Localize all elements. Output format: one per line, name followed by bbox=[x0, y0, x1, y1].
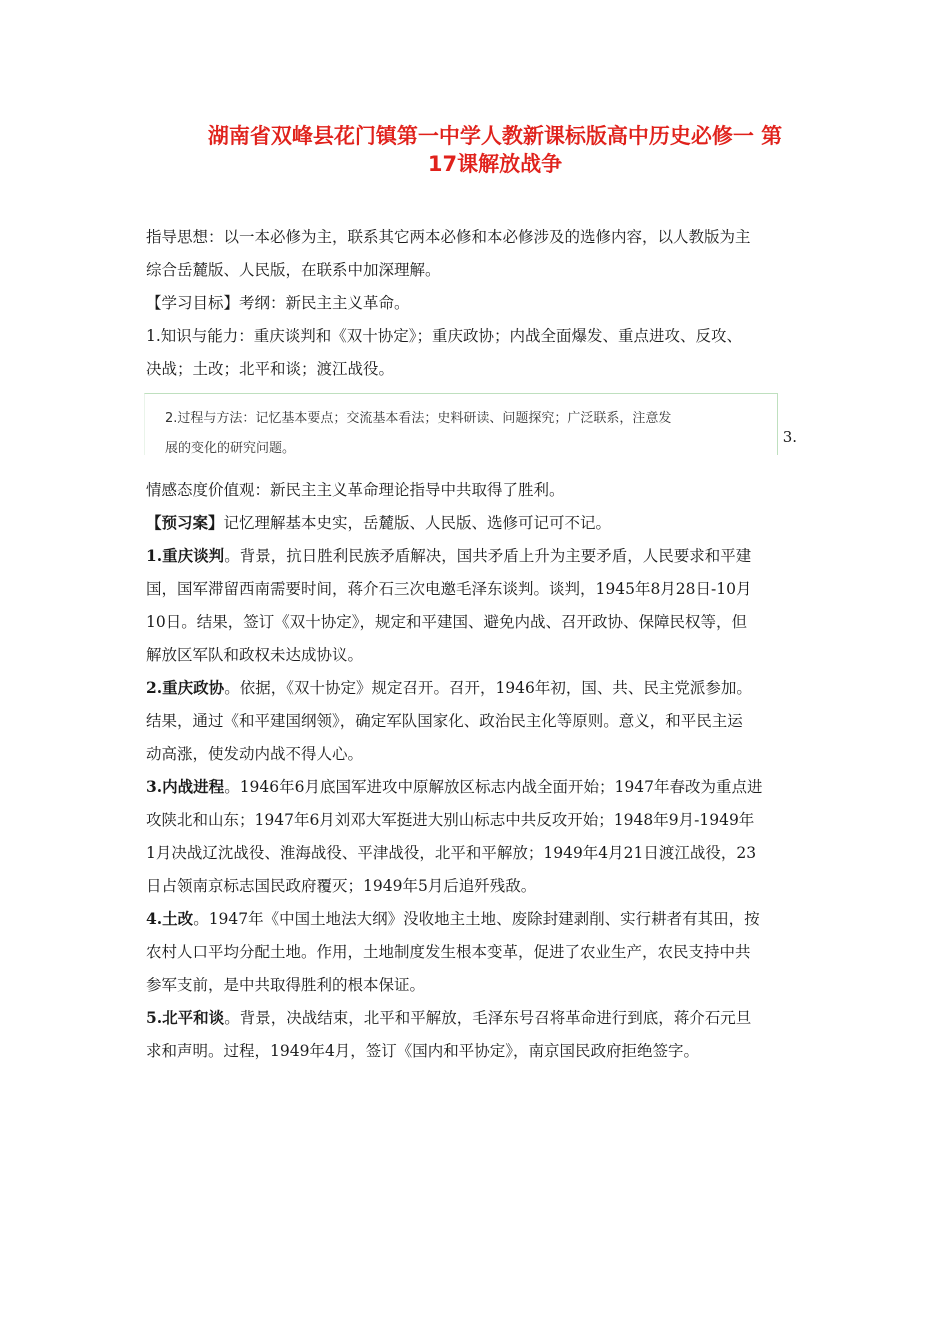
emotion-values: 情感态度价值观：新民主主义革命理论指导中共取得了胜利。 bbox=[146, 481, 565, 499]
section-2-head: 2.重庆政协 bbox=[146, 678, 225, 697]
learning-goal bbox=[146, 288, 808, 321]
preview-plan bbox=[146, 508, 808, 541]
section-4-line-2: 农村人口平均分配土地。作用，土地制度发生根本变革，促进了农业生产，农民支持中共 bbox=[146, 943, 751, 961]
section-2-line-1 bbox=[146, 673, 808, 706]
section-1-head: 1.重庆谈判 bbox=[146, 546, 225, 565]
section-3-line-3: 1月决战辽沈战役、淮海战役、平津战役，北平和平解放；1949年4月21日渡江战役，23 bbox=[146, 844, 757, 862]
section-5-head: 5.北平和谈 bbox=[146, 1008, 225, 1027]
item-number-3: 3. bbox=[782, 428, 797, 446]
section-3-line-1 bbox=[146, 772, 808, 805]
process-method-line-2: 展的变化的研究问题。 bbox=[165, 441, 296, 456]
section-1-line-3: 10日。结果，签订《双十协定》，规定和平建国、避免内战、召开政协、保障民权等，但 bbox=[146, 613, 747, 631]
section-4-line-1 bbox=[146, 904, 808, 937]
learning-goal-text: 考纲：新民主主义革命。 bbox=[239, 294, 410, 312]
section-4-head: 4.土改 bbox=[146, 909, 194, 928]
section-4-line-3: 参军支前，是中共取得胜利的根本保证。 bbox=[146, 976, 426, 994]
section-2-line-2: 结果，通过《和平建国纲领》，确定军队国家化、政治民主化等原则。意义，和平民主运 bbox=[146, 712, 743, 730]
process-method-image bbox=[144, 393, 797, 456]
process-method-line-1: 2.过程与方法：记忆基本要点；交流基本看法；史料研读、问题探究；广泛联系，注意发 bbox=[165, 411, 672, 426]
section-1-line-4: 解放区军队和政权未达成协议。 bbox=[146, 646, 364, 664]
section-3-head: 3.内战进程 bbox=[146, 777, 225, 796]
document-title bbox=[150, 122, 840, 178]
document-body bbox=[146, 222, 808, 1069]
section-2-text: 。依据，《双十协定》规定召开。召开，1946年初，国、共、民主党派参加。 bbox=[224, 679, 752, 697]
section-1-text: 。背景，抗日胜利民族矛盾解决，国共矛盾上升为主要矛盾，人民要求和平建 bbox=[224, 547, 752, 565]
section-1-line-2: 国，国军滞留西南需要时间，蒋介石三次电邀毛泽东谈判。谈判，1945年8月28日-10月 bbox=[146, 580, 752, 598]
title-line-2: 17课解放战争 bbox=[427, 152, 563, 176]
section-3-line-4: 日占领南京标志国民政府覆灭；1949年5月后追歼残敌。 bbox=[146, 877, 537, 895]
section-3-line-2: 攻陕北和山东；1947年6月刘邓大军挺进大别山标志中共反攻开始；1948年9月-1949年 bbox=[146, 811, 755, 829]
title-line-1: 湖南省双峰县花门镇第一中学人教新课标版高中历史必修一 第 bbox=[207, 124, 783, 148]
intro-line-2: 综合岳麓版、人民版，在联系中加深理解。 bbox=[146, 261, 441, 279]
intro-line-1: 指导思想：以一本必修为主，联系其它两本必修和本必修涉及的选修内容，以人教版为主 bbox=[146, 228, 751, 246]
knowledge-line-1: 1.知识与能力：重庆谈判和《双十协定》；重庆政协；内战全面爆发、重点进攻、反攻、 bbox=[146, 327, 743, 345]
preview-plan-label: 【预习案】 bbox=[146, 513, 224, 532]
knowledge-line-2: 决战；土改；北平和谈；渡江战役。 bbox=[146, 360, 395, 378]
section-4-text: 。1947年《中国土地法大纲》没收地主土地、废除封建剥削、实行耕者有其田，按 bbox=[193, 910, 760, 928]
section-2-line-3: 动高涨，使发动内战不得人心。 bbox=[146, 745, 364, 763]
preview-plan-text: 记忆理解基本史实，岳麓版、人民版、选修可记可不记。 bbox=[223, 514, 612, 532]
learning-goal-label: 【学习目标】 bbox=[146, 294, 240, 312]
section-5-line-1 bbox=[146, 1003, 808, 1036]
section-3-text: 。1946年6月底国军进攻中原解放区标志内战全面开始；1947年春改为重点进 bbox=[224, 778, 763, 796]
section-1-line-1 bbox=[146, 541, 808, 574]
section-5-line-2: 求和声明。过程，1949年4月，签订《国内和平协定》，南京国民政府拒绝签字。 bbox=[146, 1042, 700, 1060]
section-5-text: 。背景，决战结束，北平和平解放，毛泽东号召将革命进行到底，蒋介石元旦 bbox=[224, 1009, 752, 1027]
